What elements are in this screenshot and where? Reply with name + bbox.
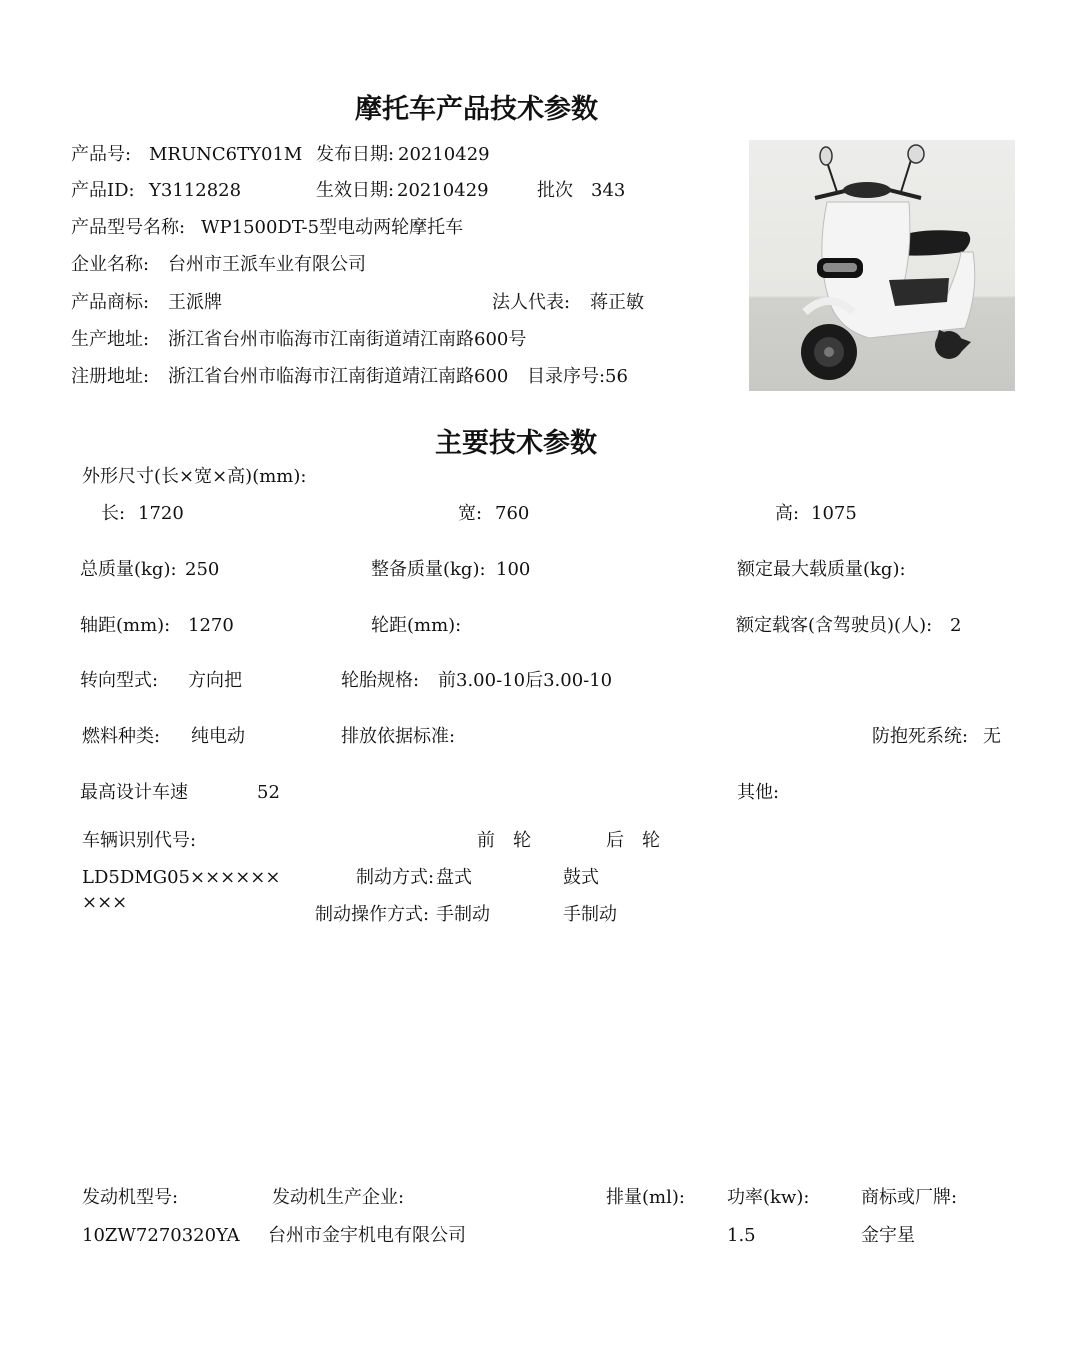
tire-label: 轮胎规格: — [341, 670, 420, 691]
height-value: 1075 — [811, 503, 857, 524]
publish-date-value: 20210429 — [398, 144, 490, 165]
max-load-label: 额定最大载质量(kg): — [737, 559, 906, 580]
wheelbase-label: 轴距(mm): — [80, 615, 171, 636]
curb-mass-label: 整备质量(kg): — [371, 559, 486, 580]
steering-label: 转向型式: — [80, 670, 159, 691]
front-wheel-header: 前 轮 — [477, 830, 531, 851]
width-label: 宽: — [458, 503, 483, 524]
vin-line-2: ××× — [82, 892, 128, 913]
effective-date-label: 生效日期: — [316, 180, 395, 201]
batch-value: 343 — [591, 180, 626, 201]
rear-wheel-header: 后 轮 — [606, 830, 660, 851]
vin-line-1: LD5DMG05×××××× — [82, 867, 281, 888]
tire-value: 前3.00-10后3.00-10 — [438, 670, 613, 691]
product-id-label: 产品ID: — [71, 180, 135, 201]
wheelbase-value: 1270 — [188, 615, 234, 636]
product-no-value: MRUNC6TY01M — [149, 144, 303, 165]
emission-label: 排放依据标准: — [341, 726, 456, 747]
max-speed-label: 最高设计车速 — [80, 782, 188, 803]
engine-maker-label: 发动机生产企业: — [272, 1187, 405, 1208]
length-label: 长: — [101, 503, 126, 524]
effective-date-value: 20210429 — [397, 180, 489, 201]
scooter-photo — [749, 140, 1015, 391]
brake-rear-value: 鼓式 — [563, 867, 599, 888]
brake-type-label: 制动方式: — [356, 867, 435, 888]
brand-value: 王派牌 — [168, 292, 222, 313]
power-value: 1.5 — [727, 1225, 756, 1246]
prod-addr-label: 生产地址: — [71, 329, 150, 350]
total-mass-value: 250 — [185, 559, 220, 580]
legal-rep-value: 蒋正敏 — [590, 292, 644, 313]
max-speed-value: 52 — [257, 782, 280, 803]
track-label: 轮距(mm): — [371, 615, 462, 636]
steering-value: 方向把 — [188, 670, 242, 691]
product-id-value: Y3112828 — [149, 180, 242, 201]
fuel-label: 燃料种类: — [82, 726, 161, 747]
prod-addr-value: 浙江省台州市临海市江南街道靖江南路600号 — [168, 329, 527, 350]
brake-op-rear-value: 手制动 — [563, 904, 617, 925]
model-name-label: 产品型号名称: — [71, 217, 186, 238]
brand-label: 产品商标: — [71, 292, 150, 313]
specs-title: 主要技术参数 — [435, 428, 597, 459]
catalog-label: 目录序号: — [527, 366, 606, 387]
engine-model-label: 发动机型号: — [82, 1187, 179, 1208]
company-label: 企业名称: — [71, 254, 150, 275]
passengers-label: 额定载客(含驾驶员)(人): — [736, 615, 933, 636]
width-value: 760 — [495, 503, 530, 524]
page-title: 摩托车产品技术参数 — [355, 94, 598, 125]
model-name-value: WP1500DT-5型电动两轮摩托车 — [201, 217, 464, 238]
dims-label: 外形尺寸(长×宽×高)(mm): — [82, 466, 307, 487]
passengers-value: 2 — [950, 615, 962, 636]
power-label: 功率(kw): — [727, 1187, 810, 1208]
abs-value: 无 — [983, 726, 1001, 747]
engine-brand-value: 金宇星 — [861, 1225, 915, 1246]
company-value: 台州市王派车业有限公司 — [168, 254, 366, 275]
vin-label: 车辆识别代号: — [82, 830, 197, 851]
height-label: 高: — [775, 503, 800, 524]
engine-brand-label: 商标或厂牌: — [861, 1187, 958, 1208]
other-label: 其他: — [737, 782, 780, 803]
length-value: 1720 — [138, 503, 184, 524]
batch-label: 批次 — [537, 180, 573, 201]
brake-op-front-value: 手制动 — [436, 904, 490, 925]
displacement-label: 排量(ml): — [606, 1187, 685, 1208]
reg-addr-label: 注册地址: — [71, 366, 150, 387]
brake-front-value: 盘式 — [436, 867, 472, 888]
reg-addr-value: 浙江省台州市临海市江南街道靖江南路600 — [168, 366, 509, 387]
engine-model-value: 10ZW7270320YA — [82, 1225, 240, 1246]
fuel-value: 纯电动 — [191, 726, 245, 747]
abs-label: 防抱死系统: — [872, 726, 969, 747]
engine-maker-value: 台州市金宇机电有限公司 — [268, 1225, 466, 1246]
publish-date-label: 发布日期: — [316, 144, 395, 165]
legal-rep-label: 法人代表: — [492, 292, 571, 313]
brake-op-label: 制动操作方式: — [315, 904, 430, 925]
catalog-value: 56 — [605, 366, 628, 387]
total-mass-label: 总质量(kg): — [80, 559, 177, 580]
scooter-icon — [749, 140, 1015, 391]
curb-mass-value: 100 — [496, 559, 531, 580]
product-no-label: 产品号: — [71, 144, 132, 165]
